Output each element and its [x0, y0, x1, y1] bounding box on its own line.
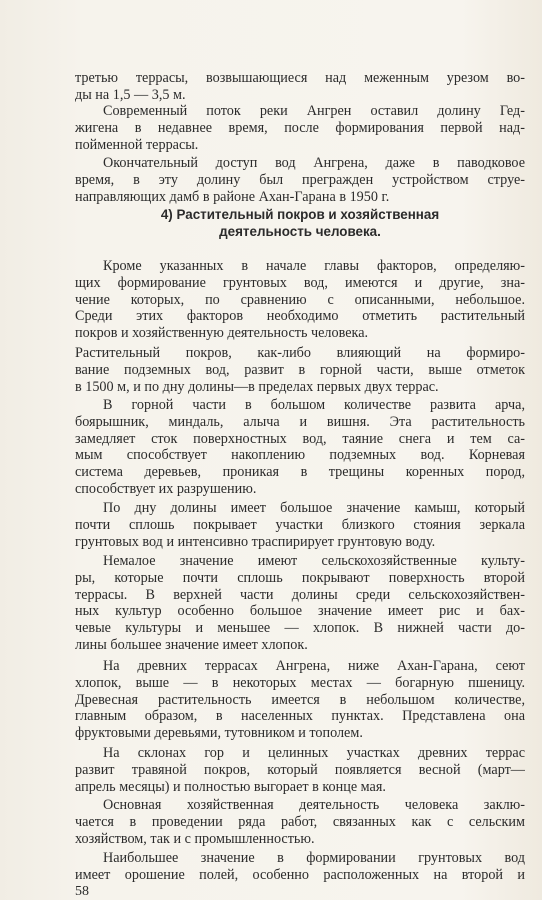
paragraph-human-activity	[75, 797, 525, 847]
text-line: грунтовых вод и интенсивно траспирирует грунтовую воду.	[75, 533, 436, 550]
page-number: 58	[75, 884, 89, 899]
text-line: щих формирование грунтовых вод, имеются и другие, зна-	[75, 274, 525, 291]
text-line: главным образом, в населенных пунктах. Представлена она	[75, 708, 525, 725]
text-line: мым способствует накоплению подземных вод. Корневая	[75, 447, 525, 464]
paragraph-ancient-terraces	[75, 658, 525, 742]
paragraph-grass-cover	[75, 745, 525, 795]
paragraph-terraces-end	[75, 70, 525, 104]
text-line: замедляет сток поверхностных вод, таяние снега и тем са-	[75, 430, 525, 447]
text-line: Растительный покров, как-либо влияющий на формиро-	[75, 345, 525, 361]
text-line: Наибольшее значение в формировании грунтовых вод	[103, 850, 525, 866]
text-line: чается в проведении ряда работ, связанных как с сельским	[75, 813, 525, 830]
text-line: почти сплошь покрывает участки близкого стояния зеркала	[75, 516, 525, 533]
paragraph-mountain-part	[75, 397, 525, 498]
text-line: Кроме указанных в начале главы факторов, определяю-	[103, 258, 525, 274]
paragraph-final-access	[75, 155, 525, 205]
paragraph-other-factors	[75, 258, 525, 342]
text-line: в 1500 м, и по дну долины—в пределах первых двух террас.	[75, 378, 439, 395]
text-line: По дну долины имеет большое значение камыш, который	[103, 500, 525, 516]
text-line: Немалое значение имеют сельскохозяйственные культу-	[103, 553, 525, 569]
text-line: боярышник, миндаль, алыча и вишня. Эта растительность	[75, 413, 525, 430]
text-line: система деревьев, проникая в трещины коренных пород,	[75, 464, 525, 481]
text-line: способствует их разрушению.	[75, 480, 257, 497]
text-line: Окончательный доступ вод Ангрена, даже в паводковое	[103, 155, 525, 171]
section-heading	[75, 207, 525, 241]
text-line: хлопок, выше — в некоторых местах — богарную пшеницу.	[75, 674, 525, 691]
text-line: чение которых, по сравнению с описанными, небольшое.	[75, 291, 525, 308]
text-line: На склонах гор и целинных участках древних террас	[103, 745, 525, 761]
text-line: покров и хозяйственную деятельность человека.	[75, 325, 369, 342]
text-line: На древних террасах Ангрена, ниже Ахан-Гарана, сеют	[103, 658, 525, 674]
text-line: Древесная растительность имеется в небольшом количестве,	[75, 691, 525, 708]
section-heading-line: деятельность человека.	[219, 223, 381, 239]
text-line: время, в эту долину был прегражден устройством струе-	[75, 171, 525, 188]
text-line: направляющих дамб в районе Ахан-Гарана в 1950 г.	[75, 188, 390, 205]
text-line: Среди этих факторов необходимо отметить растительный	[75, 308, 525, 325]
text-line: лины большее значение имеет хлопок.	[75, 636, 308, 653]
text-line: фруктовыми деревьями, тутовником и тополем.	[75, 725, 363, 742]
section-heading-line: 4) Растительный покров и хозяйственная	[160, 207, 440, 222]
text-line: пойменной террасы.	[75, 136, 199, 153]
text-line: имеет орошение полей, особенно расположенных на второй и	[75, 866, 525, 883]
paragraph-reed	[75, 500, 525, 550]
text-line: Современный поток реки Ангрен оставил долину Гед-	[103, 103, 525, 119]
text-line: ды на 1,5 — 3,5 м.	[75, 86, 186, 103]
paragraph-agriculture	[75, 553, 525, 654]
text-line: Основная хозяйственная деятельность человека заклю-	[103, 797, 525, 813]
paragraph-angren-flow	[75, 103, 525, 153]
text-line: третью террасы, возвышающиеся над меженным урезом во-	[75, 70, 525, 86]
text-line: развит травяной покров, который появляется весной (март—	[75, 761, 525, 778]
text-line: жигена в недавнее время, после формирования первой над-	[75, 119, 525, 136]
text-line: чевые культуры и меньшее — хлопок. В нижней части до-	[75, 620, 525, 637]
text-line: вание подземных вод, развит в горной части, выше отметок	[75, 361, 525, 378]
text-line: В горной части в большом количестве развита арча,	[103, 397, 525, 413]
paragraph-irrigation	[75, 850, 525, 884]
text-line: ры, которые почти сплошь покрывают поверхность второй	[75, 569, 525, 586]
text-line: хозяйством, так и с промышленностью.	[75, 830, 315, 847]
text-line: ных культур особенно большое значение имеет рис и бах-	[75, 603, 525, 620]
text-line: апрель месяцы) и полностью выгорает в конце мая.	[75, 778, 386, 795]
text-line: террасы. В верхней части долины среди сельскохозяйствен-	[75, 586, 525, 603]
paragraph-vegetation-cover	[75, 345, 525, 395]
